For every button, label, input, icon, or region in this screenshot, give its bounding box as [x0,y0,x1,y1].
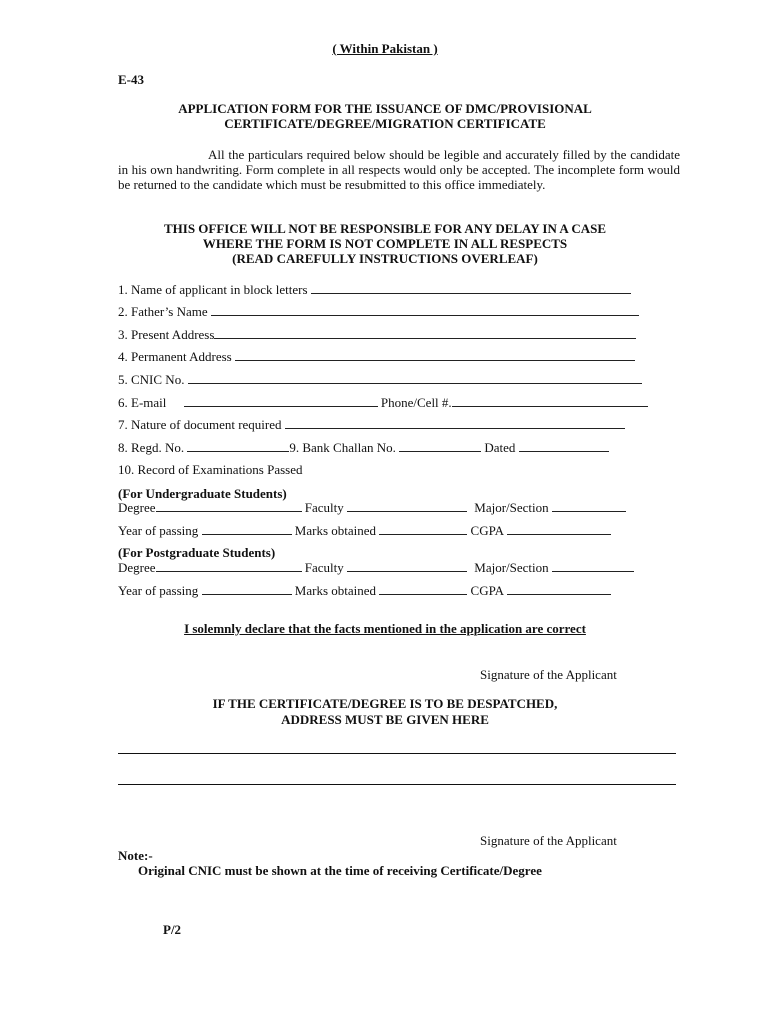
form-title-line1: APPLICATION FORM FOR THE ISSUANCE OF DMC/PROVISIONAL [178,101,592,116]
field-regd-label: 8. Regd. No. [118,440,185,455]
field-father [118,304,639,320]
dispatch-address-line-1[interactable] [118,753,676,754]
regd-input[interactable] [187,441,289,452]
dispatch-line2: ADDRESS MUST BE GIVEN HERE [281,712,489,727]
undergraduate-heading: (For Undergraduate Students) [118,486,287,501]
pg-cgpa-input[interactable] [507,584,611,595]
field-dated-label: Dated [484,440,516,455]
pg-marks-label: Marks obtained [294,583,377,598]
field-permanent-address-label: 4. Permanent Address [118,349,232,364]
warning-line1: THIS OFFICE WILL NOT BE RESPONSIBLE FOR ANY DELAY IN A CASE [163,221,606,236]
dated-input[interactable] [519,441,609,452]
form-code: E-43 [118,72,144,87]
email-input[interactable] [184,396,378,407]
ug-cgpa-label: CGPA [470,523,504,538]
pg-faculty-label: Faculty [304,560,344,575]
dispatch-address-line-2[interactable] [118,784,676,785]
phone-input[interactable] [452,396,648,407]
dispatch-line1: IF THE CERTIFICATE/DEGREE IS TO BE DESPATCHED, [212,696,558,711]
field-cnic-label: 5. CNIC No. [118,372,185,387]
postgraduate-heading: (For Postgraduate Students) [118,545,276,560]
ug-major-label: Major/Section [474,500,549,515]
pg-faculty-input[interactable] [347,561,467,572]
postgraduate-year-row [118,583,611,599]
pg-year-label: Year of passing [118,583,199,598]
field-phone-label: Phone/Cell #. [380,395,452,410]
field-name-label: 1. Name of applicant in block letters [118,282,308,297]
field-regd-challan [118,440,609,456]
warning-line3: (READ CAREFULLY INSTRUCTIONS OVERLEAF) [232,251,538,266]
note-text: Original CNIC must be shown at the time of receiving Certificate/Degree [138,863,542,878]
pg-year-input[interactable] [202,584,292,595]
pg-marks-input[interactable] [379,584,467,595]
field-name [118,282,631,298]
undergraduate-year-row [118,523,611,539]
field-father-label: 2. Father’s Name [118,304,208,319]
ug-marks-input[interactable] [379,524,467,535]
ug-marks-label: Marks obtained [294,523,377,538]
form-title-line2: CERTIFICATE/DEGREE/MIGRATION CERTIFICATE [224,116,546,131]
field-cnic [118,372,642,388]
undergraduate-degree-row [118,500,626,516]
challan-input[interactable] [399,441,481,452]
pg-degree-label: Degree [118,560,156,575]
field-present-address-label: 3. Present Address [118,327,215,342]
region-heading: ( Within Pakistan ) [332,41,438,56]
ug-degree-input[interactable] [156,501,302,512]
field-permanent-address [118,349,635,365]
note-label: Note:- [118,848,153,863]
pg-cgpa-label: CGPA [470,583,504,598]
pg-major-input[interactable] [552,561,634,572]
father-name-input[interactable] [211,305,639,316]
signature-label-1: Signature of the Applicant [480,667,617,682]
field-email-phone [118,395,648,411]
signature-label-2: Signature of the Applicant [480,833,617,848]
ug-year-input[interactable] [202,524,292,535]
warning-line2: WHERE THE FORM IS NOT COMPLETE IN ALL RESPECTS [202,236,568,251]
pg-degree-input[interactable] [156,561,302,572]
field-nature-label: 7. Nature of document required [118,417,282,432]
field-email-label: 6. E-mail [118,395,167,410]
postgraduate-degree-row [118,560,634,576]
name-input[interactable] [311,283,631,294]
ug-major-input[interactable] [552,501,626,512]
pg-major-label: Major/Section [474,560,549,575]
declaration: I solemnly declare that the facts mentioned in the application are correct [184,621,586,636]
ug-faculty-input[interactable] [347,501,467,512]
ug-year-label: Year of passing [118,523,199,538]
ug-degree-label: Degree [118,500,156,515]
field-nature [118,417,625,433]
ug-cgpa-input[interactable] [507,524,611,535]
cnic-input[interactable] [188,373,642,384]
field-present-address [118,327,636,343]
nature-input[interactable] [285,418,625,429]
present-address-input[interactable] [214,328,636,339]
ug-faculty-label: Faculty [304,500,344,515]
intro-paragraph: All the particulars required below should be legible and accurately filled by the candidate in his own handwriting. Form complete in all respects would only be accepted. The incomplete form would be returned to the candidate which must be resubmitted to this office immediately. [118,147,680,192]
page-marker: P/2 [163,922,182,937]
field-record: 10. Record of Examinations Passed [118,462,303,477]
field-challan-label: 9. Bank Challan No. [289,440,396,455]
permanent-address-input[interactable] [235,350,635,361]
